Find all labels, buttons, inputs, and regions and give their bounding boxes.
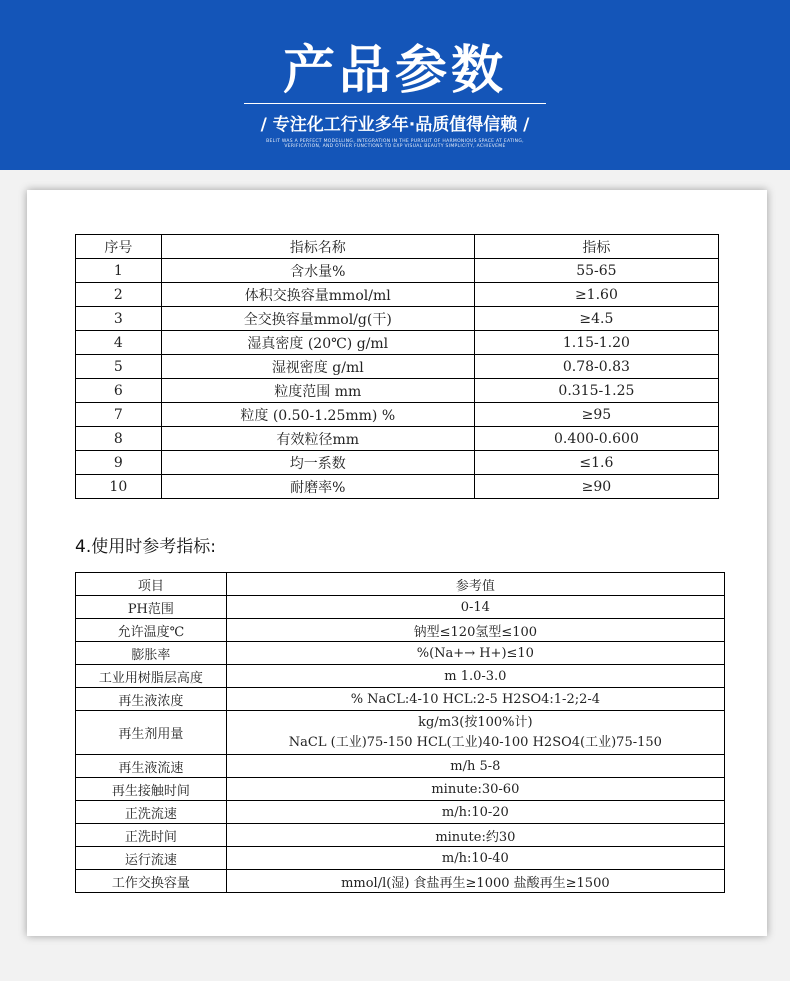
- spec-cell-value: 55-65: [474, 259, 718, 283]
- ref-cell-item: 再生剂用量: [76, 711, 227, 755]
- header-banner: [0, 0, 790, 170]
- spec-header-value: 指标: [474, 235, 718, 259]
- ref-cell-value: minute:约30: [226, 824, 724, 847]
- table-row: [76, 451, 719, 475]
- spec-cell-name: 含水量%: [161, 259, 474, 283]
- table-row: [76, 801, 725, 824]
- spec-cell-index: 2: [76, 283, 162, 307]
- spec-cell-value: 1.15-1.20: [474, 331, 718, 355]
- ref-cell-value: [226, 711, 724, 755]
- table-row: [76, 307, 719, 331]
- ref-cell-item: 工业用树脂层高度: [76, 665, 227, 688]
- table-row: [76, 755, 725, 778]
- spec-cell-name: 粒度范围 mm: [161, 379, 474, 403]
- spec-cell-value: 0.400-0.600: [474, 427, 718, 451]
- spec-cell-value: ≤1.6: [474, 451, 718, 475]
- content-card: [27, 190, 767, 936]
- spec-cell-name: 湿真密度 (20℃) g/ml: [161, 331, 474, 355]
- ref-cell-value: % NaCL:4-10 HCL:2-5 H2SO4:1-2;2-4: [226, 688, 724, 711]
- spec-table-header-row: [76, 235, 719, 259]
- spec-cell-name: 均一系数: [161, 451, 474, 475]
- spec-cell-index: 9: [76, 451, 162, 475]
- ref-cell-value: m/h:10-40: [226, 847, 724, 870]
- ref-header-value: 参考值: [226, 573, 724, 596]
- ref-cell-value: mmol/l(湿) 食盐再生≥1000 盐酸再生≥1500: [226, 870, 724, 893]
- spec-cell-name: 粒度 (0.50-1.25mm) %: [161, 403, 474, 427]
- table-row: [76, 778, 725, 801]
- spec-cell-value: ≥95: [474, 403, 718, 427]
- ref-cell-value: %(Na+→ H+)≤10: [226, 642, 724, 665]
- banner-fine-print: BELIT WAS A PERFECT MODELLING, INTEGRATION IN THE PURSUIT OF HARMONIOUS SPACE AT EATING, VERIFICATION, AND OTHER FUNCTIONS TO EXP VISUAL BEAUTY SIMPLICITY, ACHIEVEME: [266, 139, 524, 149]
- table-row: [76, 403, 719, 427]
- ref-cell-item: 再生液浓度: [76, 688, 227, 711]
- ref-cell-value: 钠型≤120氢型≤100: [226, 619, 724, 642]
- table-row: [76, 642, 725, 665]
- table-row: [76, 870, 725, 893]
- spec-cell-value: ≥4.5: [474, 307, 718, 331]
- reference-table: [75, 572, 725, 893]
- ref-cell-value-line: kg/m3(按100%计): [418, 714, 533, 730]
- spec-cell-index: 7: [76, 403, 162, 427]
- table-row: [76, 619, 725, 642]
- ref-cell-item: 允许温度℃: [76, 619, 227, 642]
- spec-cell-name: 湿视密度 g/ml: [161, 355, 474, 379]
- ref-cell-value: m/h:10-20: [226, 801, 724, 824]
- table-row: [76, 847, 725, 870]
- table-row: [76, 665, 725, 688]
- spec-cell-index: 10: [76, 475, 162, 499]
- table-row: [76, 824, 725, 847]
- spec-cell-index: 4: [76, 331, 162, 355]
- ref-cell-item: 运行流速: [76, 847, 227, 870]
- spec-header-name: 指标名称: [161, 235, 474, 259]
- table-row: [76, 596, 725, 619]
- spec-cell-value: 0.315-1.25: [474, 379, 718, 403]
- table-row: [76, 259, 719, 283]
- ref-cell-item: 工作交换容量: [76, 870, 227, 893]
- banner-subtitle: / 专注化工行业多年·品质值得信赖 /: [260, 115, 530, 135]
- spec-cell-index: 6: [76, 379, 162, 403]
- ref-cell-item: 膨胀率: [76, 642, 227, 665]
- ref-cell-item: 再生液流速: [76, 755, 227, 778]
- ref-cell-value: m/h 5-8: [226, 755, 724, 778]
- ref-cell-value-line: NaCL (工业)75-150 HCL(工业)40-100 H2SO4(工业)75-150: [288, 734, 662, 750]
- spec-cell-name: 有效粒径mm: [161, 427, 474, 451]
- spec-cell-name: 体积交换容量mmol/ml: [161, 283, 474, 307]
- table-row: [76, 283, 719, 307]
- table-row: [76, 475, 719, 499]
- ref-cell-item: PH范围: [76, 596, 227, 619]
- ref-cell-item: 正洗流速: [76, 801, 227, 824]
- table-row: [76, 379, 719, 403]
- section-title: 4.使用时参考指标:: [75, 537, 216, 557]
- spec-cell-name: 全交换容量mmol/g(干): [161, 307, 474, 331]
- spec-cell-value: ≥1.60: [474, 283, 718, 307]
- ref-cell-item: 正洗时间: [76, 824, 227, 847]
- ref-header-item: 项目: [76, 573, 227, 596]
- spec-cell-value: 0.78-0.83: [474, 355, 718, 379]
- ref-cell-value: 0-14: [226, 596, 724, 619]
- spec-header-index: 序号: [76, 235, 162, 259]
- spec-cell-index: 5: [76, 355, 162, 379]
- page-title: 产品参数: [282, 41, 507, 101]
- spec-table: [75, 234, 719, 499]
- table-row: [76, 355, 719, 379]
- table-row: [76, 331, 719, 355]
- table-row: [76, 427, 719, 451]
- ref-cell-item: 再生接触时间: [76, 778, 227, 801]
- spec-cell-name: 耐磨率%: [161, 475, 474, 499]
- table-row: [76, 711, 725, 755]
- title-divider: [244, 103, 546, 104]
- spec-cell-index: 3: [76, 307, 162, 331]
- ref-table-header-row: [76, 573, 725, 596]
- spec-cell-index: 1: [76, 259, 162, 283]
- spec-cell-value: ≥90: [474, 475, 718, 499]
- ref-cell-value: m 1.0-3.0: [226, 665, 724, 688]
- spec-cell-index: 8: [76, 427, 162, 451]
- table-row: [76, 688, 725, 711]
- ref-cell-value: minute:30-60: [226, 778, 724, 801]
